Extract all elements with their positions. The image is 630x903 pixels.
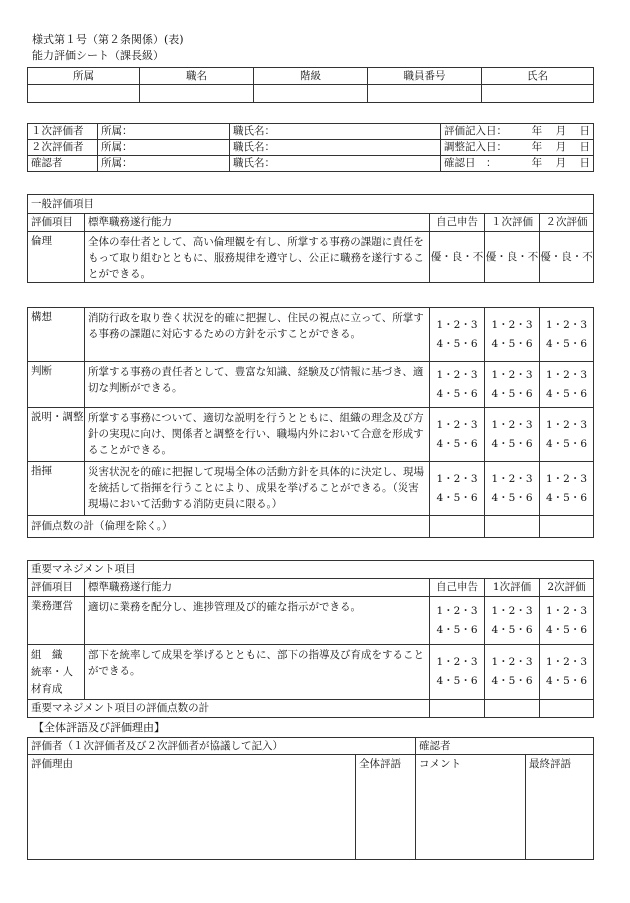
form-number: 様式第１号（第２条関係）(表)	[32, 33, 184, 46]
item-desc: 所掌する事務について、適切な説明を行うとともに、組織の理念及び方針の実現に向け、関係者と調整を行い、職場内外において合意を形成することができる。	[85, 408, 430, 462]
overall-section-title: 【全体評語及び評価理由】	[33, 721, 165, 734]
staff-info-table	[27, 67, 594, 103]
reason-label: 評価理由	[31, 758, 73, 770]
final-grade-label: 最終評語	[529, 758, 571, 770]
item-desc: 適切に業務を配分し、進捗管理及び的確な指示ができる。	[85, 597, 430, 645]
management-total-first[interactable]	[485, 700, 540, 718]
second-score[interactable]: 1・2・3 4・5・6	[540, 462, 594, 516]
general-total-row	[28, 516, 594, 538]
col-ability-header: 標準職務遂行能力	[85, 579, 430, 597]
second-score[interactable]: 1・2・3 4・5・6	[540, 408, 594, 462]
col-item-header: 評価項目	[28, 579, 85, 597]
self-score[interactable]: 1・2・3 4・5・6	[430, 362, 485, 408]
management-item-row	[28, 645, 594, 700]
evaluator-row	[28, 140, 594, 156]
header-shokuin-bango: 職員番号	[368, 68, 482, 85]
management-total-label: 重要マネジメント項目の評価点数の計	[28, 700, 430, 718]
management-total-row	[28, 700, 594, 718]
header-shimei: 氏名	[482, 68, 594, 85]
item-name: 説明・調整	[28, 408, 85, 462]
role-label: １次評価者	[28, 124, 98, 140]
item-desc: 災害状況を的確に把握して現場全体の活動方針を具体的に決定し、現場を統括して指揮を行うことにより、成果を挙げることができる。（災害現場において活動する消防吏員に限る。）	[85, 462, 430, 516]
management-table	[27, 560, 594, 718]
item-name: 組 織 統率・人材育成	[28, 645, 85, 700]
first-score[interactable]: 1・2・3 4・5・6	[485, 462, 540, 516]
header-kaikyu: 階級	[254, 68, 368, 85]
input-kaikyu[interactable]	[254, 85, 368, 103]
overall-table	[27, 737, 594, 860]
general-total-label: 評価点数の計（倫理を除く。）	[28, 516, 430, 538]
final-grade-field[interactable]	[526, 755, 594, 860]
date-field[interactable]: 調整記入日： 年 月 日	[441, 140, 594, 156]
first-score[interactable]: 1・2・3 4・5・6	[485, 408, 540, 462]
item-desc: 所掌する事務の責任者として、豊富な知識、経験及び情報に基づき、適切な判断ができる。	[85, 362, 430, 408]
date-field[interactable]: 確認日 ： 年 月 日	[441, 156, 594, 172]
shozoku-field[interactable]: 所属：	[98, 156, 230, 172]
ethics-row	[28, 232, 594, 283]
col-self-header: 自己申告	[430, 214, 485, 232]
general-section-title: 一般評価項目	[28, 195, 594, 214]
col-second-header: ２次評価	[540, 214, 594, 232]
input-shimei[interactable]	[482, 85, 594, 103]
ethics-first-scale[interactable]: 優・良・不	[485, 232, 540, 283]
ethics-desc: 全体の奉仕者として、高い倫理観を有し、所掌する事務の課題に責任をもって取り組むとともに、服務規律を遵守し、公正に職務を遂行することができる。	[85, 232, 430, 283]
first-score[interactable]: 1・2・3 4・5・6	[485, 308, 540, 362]
form-title: 能力評価シート（課長級）	[32, 49, 164, 62]
date-field[interactable]: 評価記入日： 年 月 日	[441, 124, 594, 140]
reason-field[interactable]	[28, 755, 356, 860]
shokushimei-field[interactable]: 職氏名：	[230, 124, 441, 140]
management-total-second[interactable]	[540, 700, 594, 718]
first-score[interactable]: 1・2・3 4・5・6	[485, 645, 540, 700]
evaluator-label: 評価者（１次評価者及び２次評価者が協議して記入）	[28, 738, 416, 755]
first-score[interactable]: 1・2・3 4・5・6	[485, 362, 540, 408]
item-name: 業務運営	[28, 597, 85, 645]
item-desc: 消防行政を取り巻く状況を的確に把握し、住民の視点に立って、所掌する事務の課題に対応するための方針を示すことができる。	[85, 308, 430, 362]
general-total-self[interactable]	[430, 516, 485, 538]
comment-field[interactable]	[416, 755, 526, 860]
general-total-first[interactable]	[485, 516, 540, 538]
general-scored-table	[27, 307, 594, 538]
general-item-row	[28, 308, 594, 362]
col-first-header: １次評価	[485, 214, 540, 232]
col-first-header: 1次評価	[485, 579, 540, 597]
item-name: 判断	[28, 362, 85, 408]
second-score[interactable]: 1・2・3 4・5・6	[540, 597, 594, 645]
general-evaluation-table	[27, 194, 594, 283]
item-name: 構想	[28, 308, 85, 362]
header-shozoku: 所属	[28, 68, 140, 85]
shozoku-field[interactable]: 所属：	[98, 140, 230, 156]
evaluator-table	[27, 123, 594, 172]
role-label: ２次評価者	[28, 140, 98, 156]
header-shokumei: 職名	[140, 68, 254, 85]
general-item-row	[28, 362, 594, 408]
shokushimei-field[interactable]: 職氏名：	[230, 156, 441, 172]
self-score[interactable]: 1・2・3 4・5・6	[430, 462, 485, 516]
overall-grade-label: 全体評語	[359, 758, 401, 770]
self-score[interactable]: 1・2・3 4・5・6	[430, 308, 485, 362]
general-total-second[interactable]	[540, 516, 594, 538]
management-section-title: 重要マネジメント項目	[28, 561, 594, 579]
self-score[interactable]: 1・2・3 4・5・6	[430, 597, 485, 645]
col-item-header: 評価項目	[28, 214, 85, 232]
second-score[interactable]: 1・2・3 4・5・6	[540, 362, 594, 408]
confirmer-label: 確認者	[416, 738, 594, 755]
input-shokumei[interactable]	[140, 85, 254, 103]
col-self-header: 自己申告	[430, 579, 485, 597]
evaluator-row	[28, 156, 594, 172]
management-item-row	[28, 597, 594, 645]
input-shozoku[interactable]	[28, 85, 140, 103]
item-name: 指揮	[28, 462, 85, 516]
overall-grade-field[interactable]	[356, 755, 416, 860]
general-item-row	[28, 408, 594, 462]
item-desc: 部下を統率して成果を挙げるとともに、部下の指導及び育成をすることができる。	[85, 645, 430, 700]
second-score[interactable]: 1・2・3 4・5・6	[540, 645, 594, 700]
input-shokuin-bango[interactable]	[368, 85, 482, 103]
self-score[interactable]: 1・2・3 4・5・6	[430, 645, 485, 700]
col-ability-header: 標準職務遂行能力	[85, 214, 430, 232]
evaluator-row	[28, 124, 594, 140]
second-score[interactable]: 1・2・3 4・5・6	[540, 308, 594, 362]
shozoku-field[interactable]: 所属：	[98, 124, 230, 140]
ethics-second-scale[interactable]: 優・良・不	[540, 232, 594, 283]
role-label: 確認者	[28, 156, 98, 172]
ethics-self-scale[interactable]: 優・良・不	[430, 232, 485, 283]
general-item-row	[28, 462, 594, 516]
col-second-header: 2次評価	[540, 579, 594, 597]
management-total-self[interactable]	[430, 700, 485, 718]
first-score[interactable]: 1・2・3 4・5・6	[485, 597, 540, 645]
shokushimei-field[interactable]: 職氏名：	[230, 140, 441, 156]
ethics-item: 倫理	[28, 232, 85, 283]
comment-label: コメント	[419, 758, 461, 770]
self-score[interactable]: 1・2・3 4・5・6	[430, 408, 485, 462]
